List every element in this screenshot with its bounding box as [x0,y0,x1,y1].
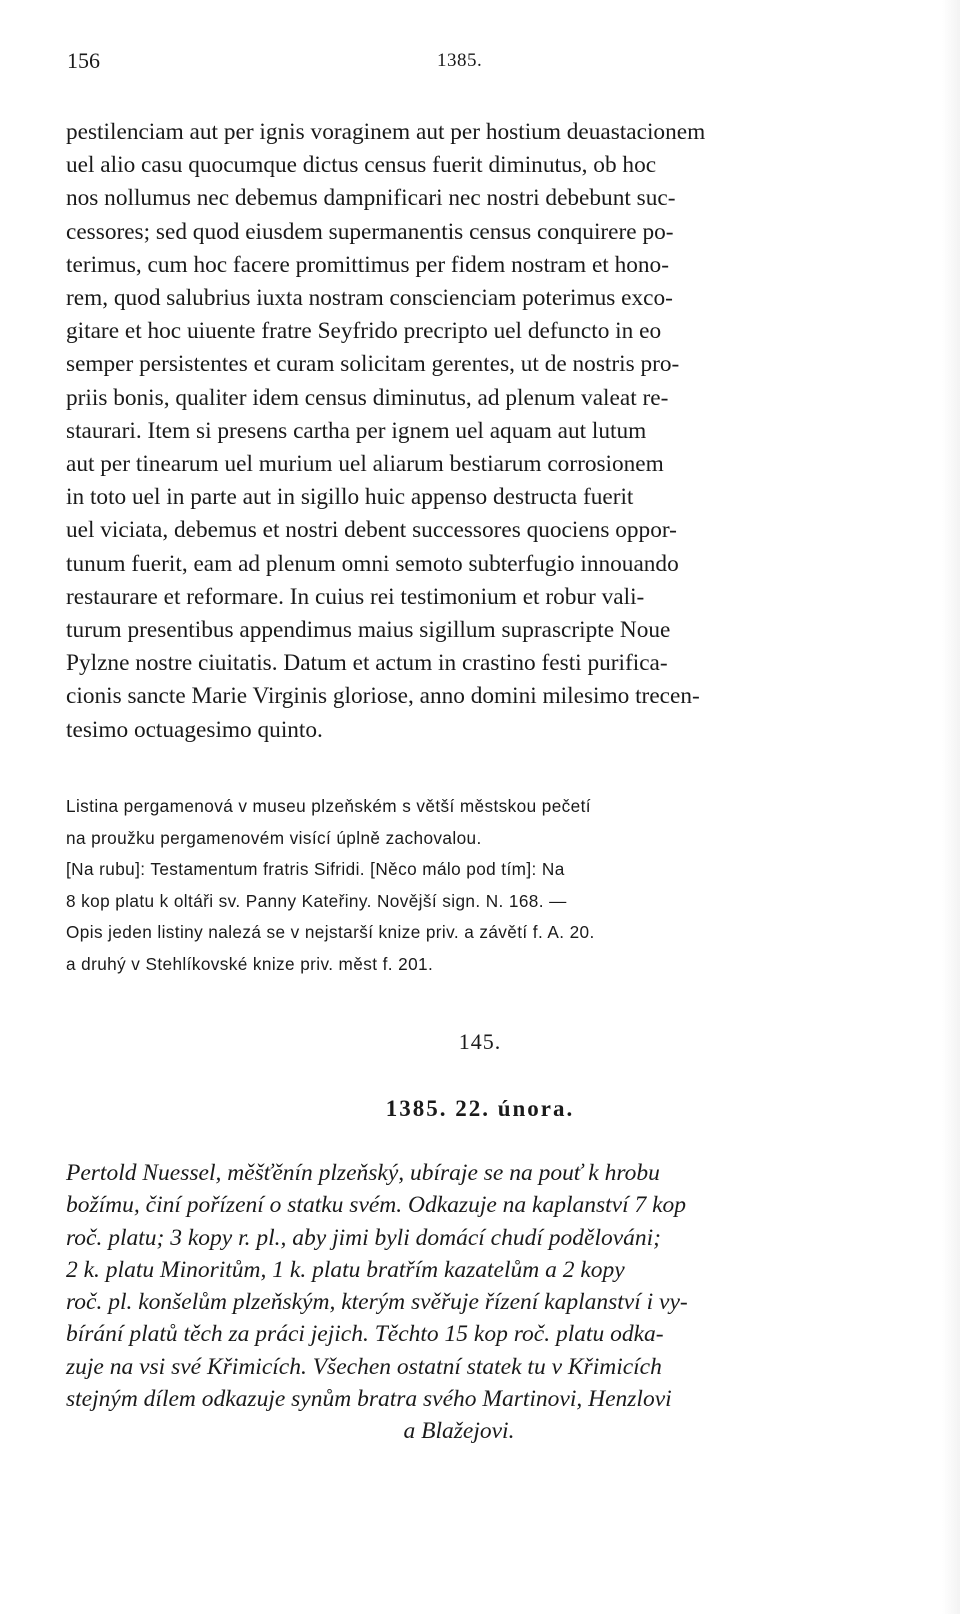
regest-summary [66,1157,852,1448]
text-line: restaurare et reformare. In cuius rei testimonium et robur vali- [66,583,645,610]
latin-charter-text [66,116,852,747]
text-line: staurari. Item si presens cartha per ignem uel aquam aut lutum [66,417,647,444]
regest-line: roč. platu; 3 kopy r. pl., aby jimi byli domácí chudí podělováni; [66,1224,662,1251]
text-line: aut per tinearum uel murium uel aliarum bestiarum corrosionem [66,451,664,478]
text-line: cionis sancte Marie Virginis gloriose, anno domini milesimo trecen- [66,683,700,710]
regest-line: 2 k. platu Minoritům, 1 k. platu bratřím kazatelům a 2 kopy [66,1256,625,1283]
main-text-block [66,116,852,747]
text-line: pestilenciam aut per ignis voraginem aut per hostium deuastacionem [66,119,706,145]
page-number: 156 [67,48,100,73]
text-line: rem, quod salubrius iuxta nostram conscienciam poterimus exco- [66,285,673,312]
text-line: terimus, cum hoc facere promittimus per fidem nostram et hono- [66,251,669,278]
regest-line: zuje na vsi své Křimicích. Všechen ostatní statek tu v Křimicích [66,1353,662,1380]
text-line: gitare et hoc uiuente fratre Seyfrido precripto uel defuncto in eo [66,318,662,345]
regest-line: roč. pl. konšelům plzeňským, kterým svěřuje řízení kaplanství i vy- [66,1289,688,1316]
regest-line: a Blažejovi. [403,1418,515,1445]
note-line: Listina pergamenová v museu plzeňském s větší městskou pečetí [66,796,591,816]
note-line: [Na rubu]: Testamentum fratris Sifridi. [Něco málo pod tím]: Na [66,859,565,880]
regest-line: bírání platů těch za práci jejich. Těchto 15 kop roč. platu odka- [66,1321,664,1348]
text-line: turum presentibus appendimus maius sigillum suprascripte Noue [66,617,671,644]
text-line: uel alio casu quocumque dictus census fuerit diminutus, ob hoc [66,152,657,179]
document-number: 145. [458,1029,502,1054]
text-line: nos nollumus nec debemus dampnificari nec nostri debebunt suc- [66,185,676,212]
text-line: tunum fuerit, eam ad plenum omni semoto subterfugio innouando [66,550,679,577]
note-line: 8 kop platu k oltáři sv. Panny Kateřiny. Novější sign. N. 168. — [66,890,567,911]
regest-line: božímu, činí pořízení o statku svém. Odkazuje na kaplanství 7 kop [66,1192,687,1219]
page-header [67,48,857,78]
page-edge-shadow [942,0,960,1614]
running-head: 1385. [437,50,483,71]
regest-line: stejným dílem odkazuje synům bratra svého Martinovi, Henzlovi [66,1386,672,1413]
text-line: uel viciata, debemus et nostri debent successores quociens oppor- [66,517,677,544]
text-line: tesimo octuagesimo quinto. [66,716,323,743]
regest-line: Pertold Nuessel, měšťěnín plzeňský, ubíraje se na pouť k hrobu [66,1160,660,1186]
text-line: in toto uel in parte aut in sigillo huic appenso destructa fuerit [66,484,634,511]
text-line: cessores; sed quod eiusdem supermanentis census conquirere po- [66,218,674,245]
text-line: Pylzne nostre ciuitatis. Datum et actum in crastino festi purifica- [66,650,668,677]
document-date: 1385. 22. února. [385,1096,575,1121]
text-line: semper persistentes et curam solicitam gerentes, ut de nostris pro- [66,351,680,378]
text-line: priis bonis, qualiter idem census diminutus, ad plenum valeat re- [66,384,669,411]
editorial-notes [66,791,852,981]
note-line: na proužku pergamenovém visící úplně zachovalou. [66,827,482,848]
note-line: Opis jeden listiny nalezá se v nejstarší knize priv. a závětí f. A. 20. [66,922,595,943]
note-line: a druhý v Stehlíkovské knize priv. měst f. 201. [66,953,434,974]
